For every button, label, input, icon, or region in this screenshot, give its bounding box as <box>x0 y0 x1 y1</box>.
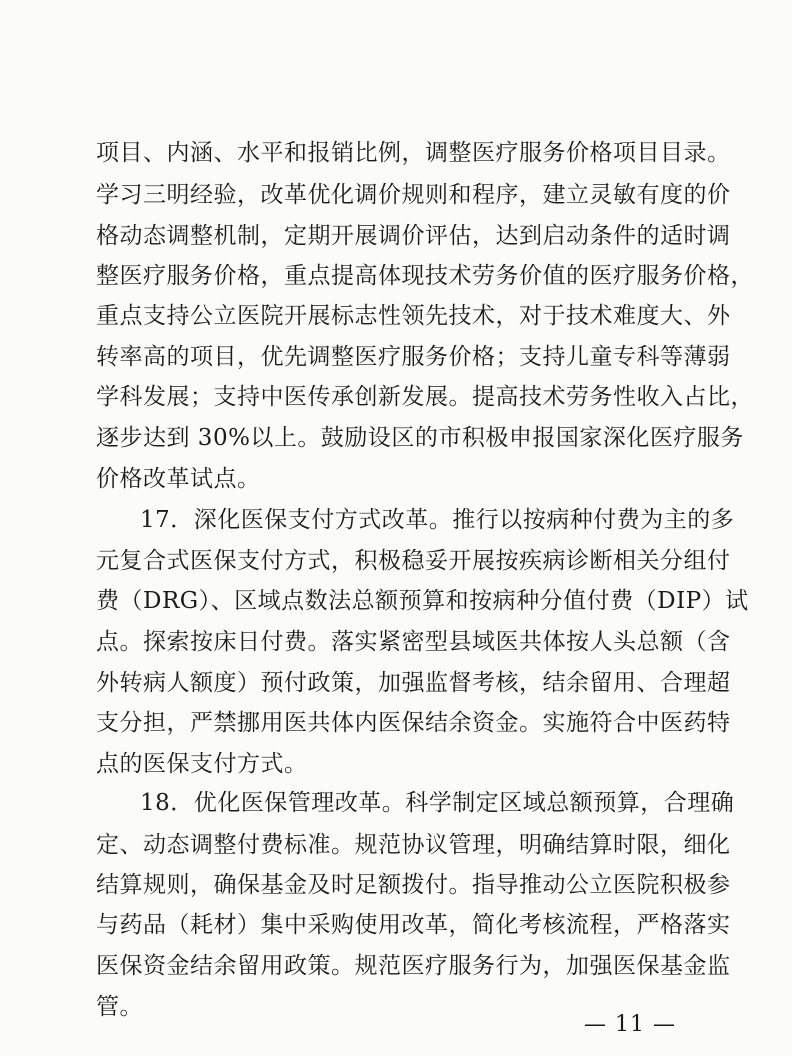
text-line: 逐步达到 30%以上。鼓励设区的市积极申报国家深化医疗服务 <box>96 425 744 451</box>
page-number: — 11 — <box>584 1012 676 1037</box>
text-line: 外转病人额度）预付政策，加强监督考核，结余留用、合理超 <box>96 670 731 696</box>
text-line: 管。 <box>96 994 143 1020</box>
text-line: 转率高的项目，优先调整医疗服务价格；支持儿童专科等薄弱 <box>96 344 731 370</box>
text-line: 元复合式医保支付方式，积极稳妥开展按疾病诊断相关分组付 <box>96 548 731 574</box>
text-line: 结算规则，确保基金及时足额拨付。指导推动公立医院积极参 <box>96 872 731 898</box>
text-line: 医保资金结余留用政策。规范医疗服务行为，加强医保基金监 <box>96 953 731 979</box>
text-line: 定、动态调整付费标准。规范协议管理，明确结算时限，细化 <box>96 832 731 858</box>
text-line: 项目、内涵、水平和报销比例，调整医疗服务价格项目目录。 <box>96 140 731 166</box>
text-line: 点的医保支付方式。 <box>96 751 308 777</box>
text-line: 价格改革试点。 <box>96 466 261 492</box>
text-line: 18．优化医保管理改革。科学制定区域总额预算，合理确 <box>140 790 735 816</box>
text-line: 格动态调整机制，定期开展调价评估，达到启动条件的适时调 <box>96 223 731 249</box>
text-line: 重点支持公立医院开展标志性领先技术，对于技术难度大、外 <box>96 303 731 329</box>
text-line: 费（DRG）、区域点数法总额预算和按病种分值付费（DIP）试 <box>96 588 749 614</box>
text-line: 与药品（耗材）集中采购使用改革，简化考核流程，严格落实 <box>96 912 731 938</box>
text-line: 支分担，严禁挪用医共体内医保结余资金。实施符合中医药特 <box>96 710 731 736</box>
text-line: 整医疗服务价格，重点提高体现技术劳务价值的医疗服务价格， <box>96 263 754 289</box>
text-line: 学科发展；支持中医传承创新发展。提高技术劳务性收入占比， <box>96 384 754 410</box>
text-line: 点。探索按床日付费。落实紧密型县域医共体按人头总额（含 <box>96 629 731 655</box>
text-line: 学习三明经验，改革优化调价规则和程序，建立灵敏有度的价 <box>96 182 731 208</box>
text-line: 17．深化医保支付方式改革。推行以按病种付费为主的多 <box>140 507 735 533</box>
